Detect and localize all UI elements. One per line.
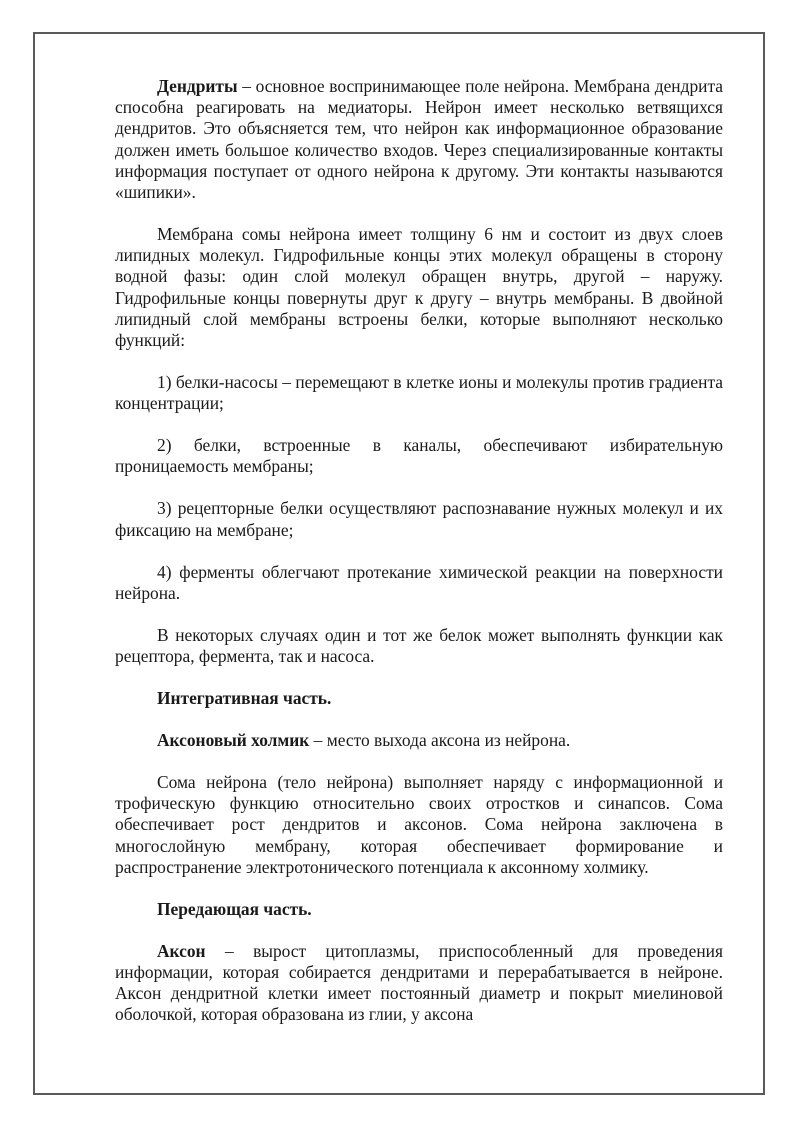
paragraph-protein-functions [115,625,723,667]
section-heading-integrative [115,688,723,709]
document-body [115,76,723,1026]
list-item-text: 2) белки, встроенные в каналы, обеспечивают избирательную проницаемость мембраны; [115,435,723,477]
list-item-text: 4) ферменты облегчают протекание химической реакции на поверхности нейрона. [115,561,723,603]
term-axon-hillock: Аксоновый холмик [157,730,310,751]
paragraph-text: – основное воспринимающее поле нейрона. Мембрана дендрита способна реагировать на медиаторы. Нейрон имеет несколько ветвящихся дендритов. Это объясняется тем, что нейрон как информационное образование должен иметь большое количество входов. Через специализированные контакты информация поступает от одного нейрона к другому. Эти контакты называются «шипики». [115,76,723,203]
heading-text: Интегративная часть. [157,688,332,709]
paragraph-text: В некоторых случаях один и тот же белок может выполнять функции как рецептора, фермента, так и насоса. [115,624,723,667]
paragraph-text: – место выхода аксона из нейрона. [309,730,571,751]
paragraph-text: – вырост цитоплазмы, приспособленный для проведения информации, которая собирается дендритами и перерабатывается в нейроне. Аксон дендритной клетки имеет постоянный диаметр и покрыт миелиновой оболочкой, которая образована из глии, у аксона [115,940,723,1025]
term-dendrites: Дендриты [157,76,238,96]
list-item-text: 1) белки-насосы – перемещают в клетке ионы и молекулы против градиента концентрации; [115,372,723,414]
paragraph-soma [115,772,723,878]
list-item-text: 3) рецепторные белки осуществляют распознавание нужных молекул и их фиксацию на мембране; [115,498,723,540]
paragraph-soma-membrane [115,224,723,351]
list-item-enzymes [115,562,723,604]
term-axon: Аксон [157,940,206,961]
section-heading-transmitting [115,899,723,920]
list-item-pumps [115,372,723,414]
list-item-receptors [115,498,723,540]
heading-text: Передающая часть. [157,898,312,919]
paragraph-dendrites [115,76,723,203]
paragraph-axon-hillock [115,730,723,751]
paragraph-text: Сома нейрона (тело нейрона) выполняет наряду с информационной и трофическую функцию относительно своих отростков и синапсов. Сома обеспечивает рост дендритов и аксонов. Сома нейрона заключена в многослойную мембрану, которая обеспечивает формирование и распространение электротонического потенциала к аксонному холмику. [115,772,723,877]
paragraph-text: Мембрана сомы нейрона имеет толщину 6 нм и состоит из двух слоев липидных молекул. Гидрофильные концы этих молекул обращены в сторону водной фазы: один слой молекул обращен внутрь, другой – наружу. Гидрофильные концы повернуты друг к другу – внутрь мембраны. В двойной липидный слой мембраны встроены белки, которые выполняют несколько функций: [115,224,723,351]
list-item-channels [115,435,723,477]
paragraph-axon [115,941,723,1026]
